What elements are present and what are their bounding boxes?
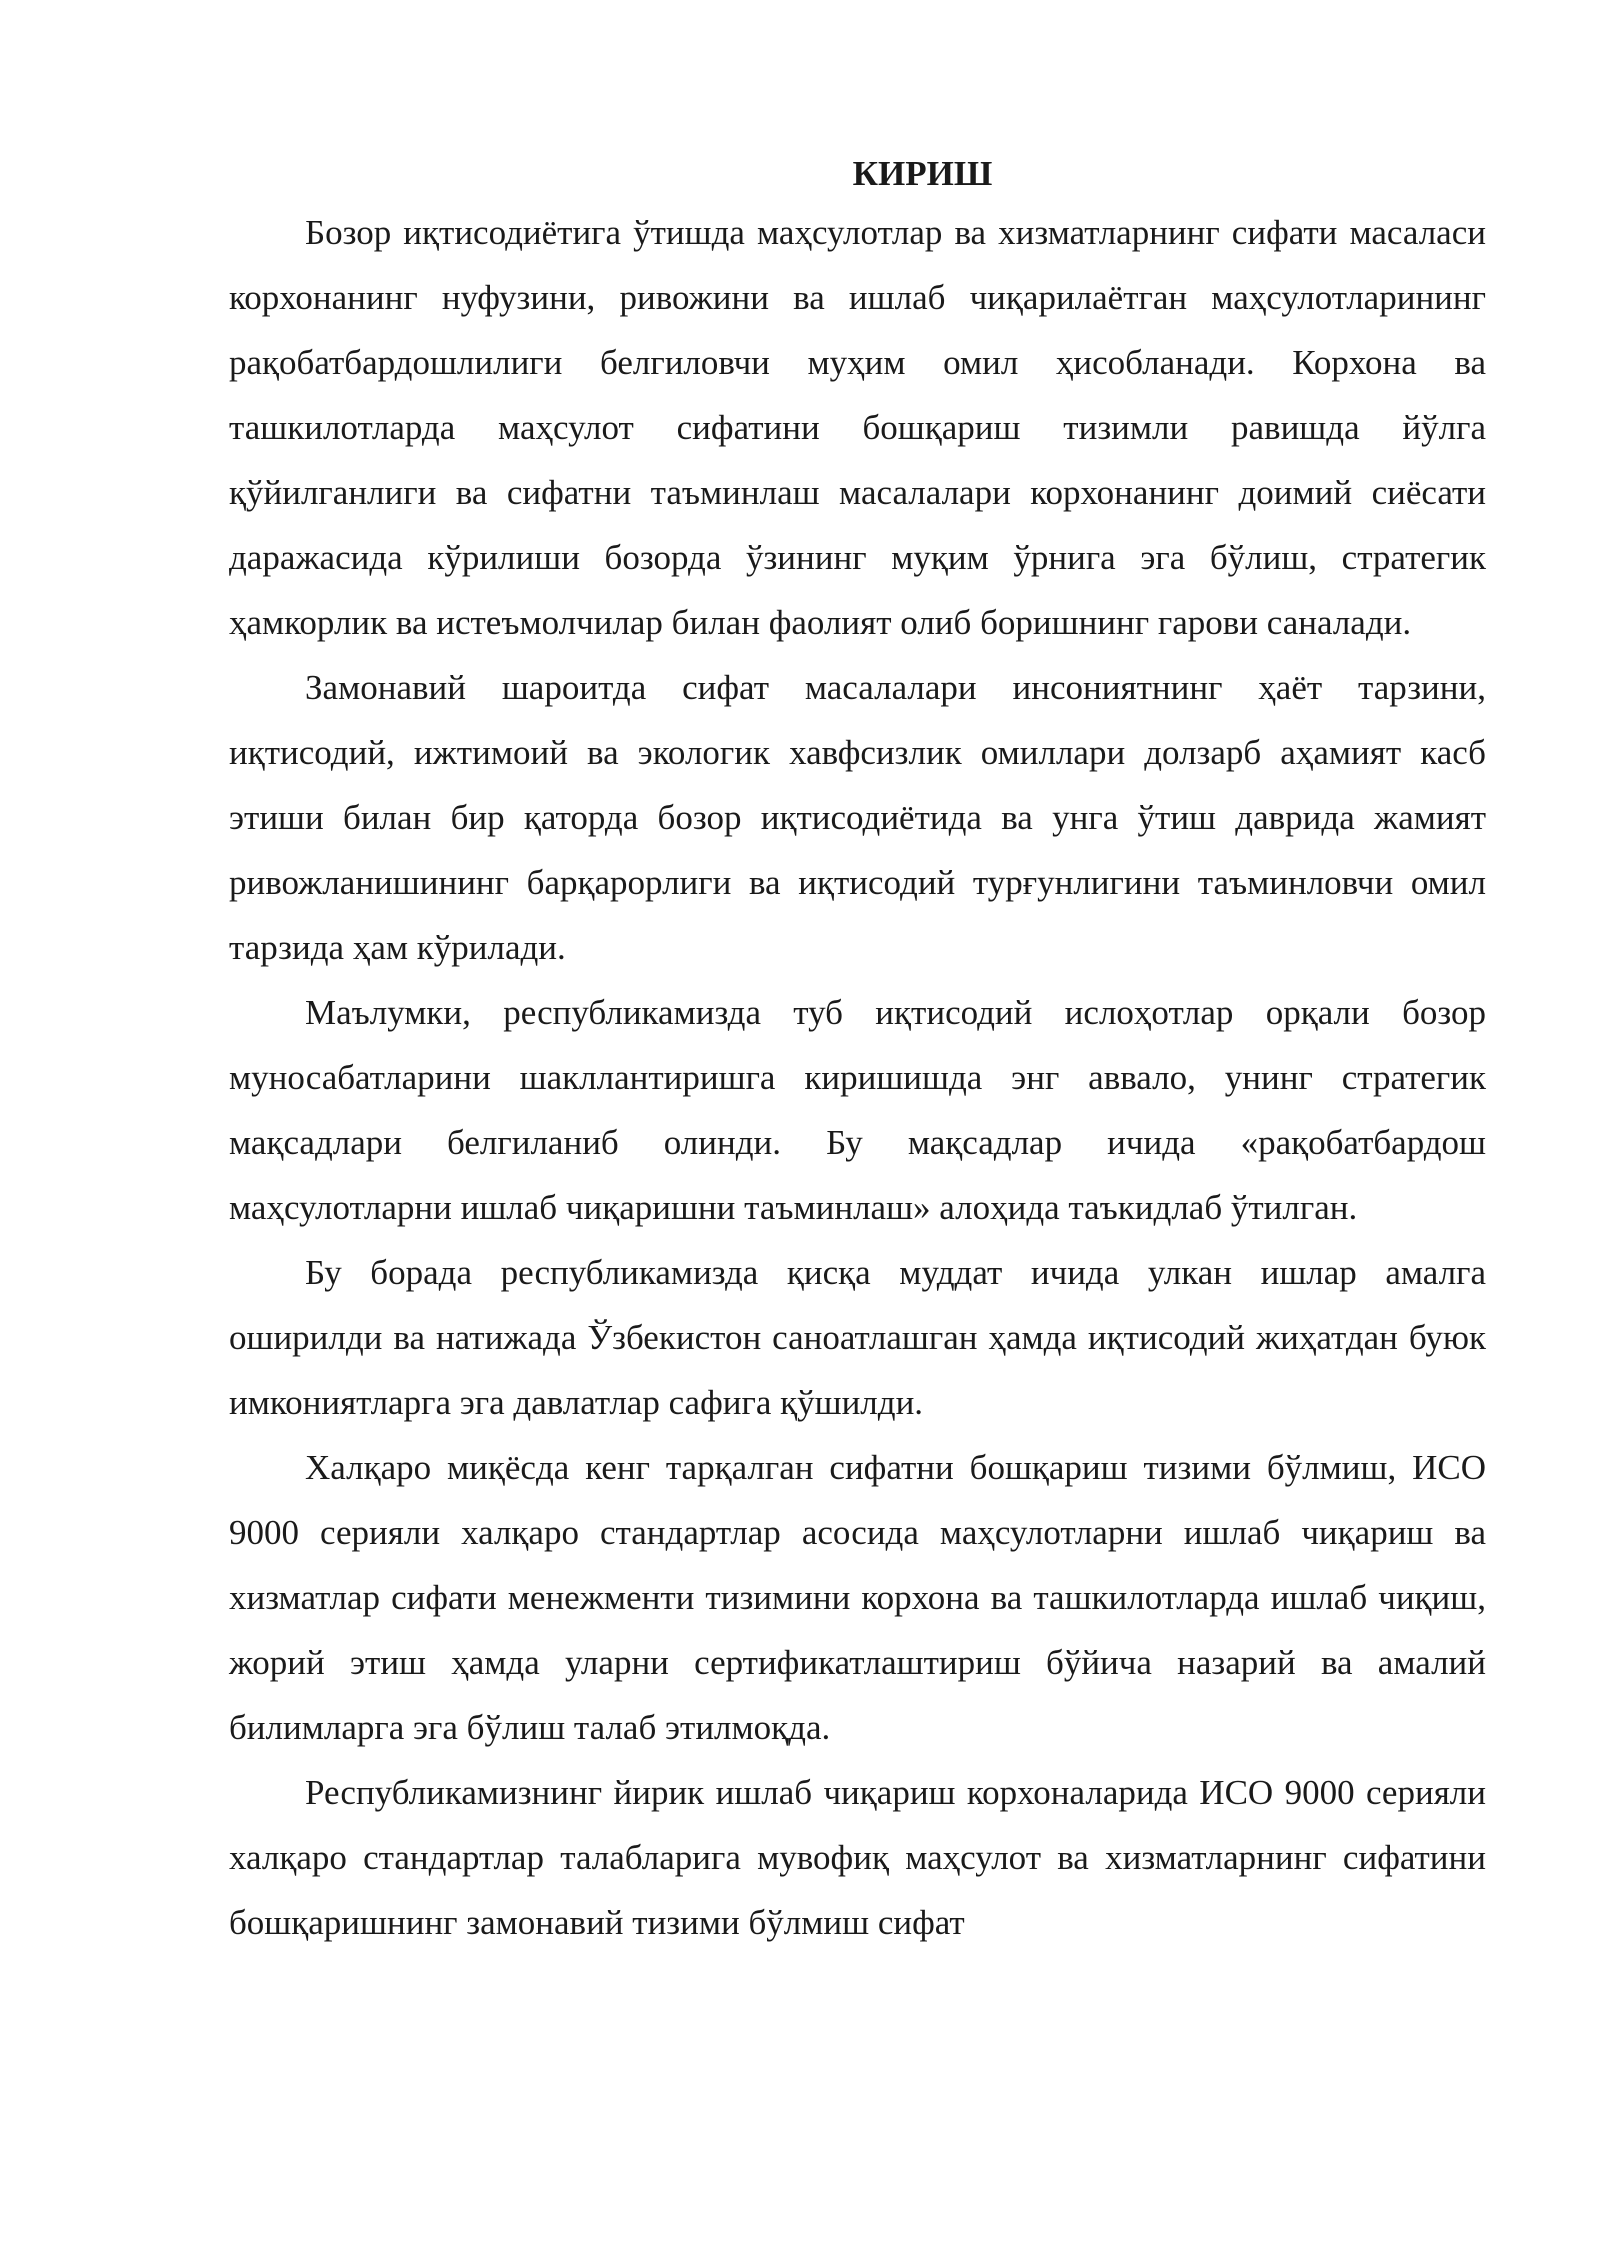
page-title: КИРИШ <box>852 154 993 193</box>
paragraph-2: Замонавий шароитда сифат масалалари инсониятнинг ҳаёт тарзини, иқтисодий, ижтимоий ва экологик хавфсизлик омиллари долзарб аҳамият касб этиши билан бир қаторда бозор иқтисодиётида ва унга ўтиш даврида жамият ривожланишининг барқарорлиги ва иқтисодий турғунлигини таъминловчи омил тарзида ҳам кўрилади. <box>229 668 1486 967</box>
paragraph-4: Бу борада республикамизда қисқа муддат ичида улкан ишлар амалга оширилди ва натижада Ўзбекистон саноатлашган ҳамда иқтисодий жиҳатдан буюк имкониятларга эга давлатлар сафига қўшилди. <box>229 1253 1486 1422</box>
paragraph-1: Бозор иқтисодиётига ўтишда маҳсулотлар ва хизматларнинг сифати масаласи корхонанинг нуфузини, ривожини ва ишлаб чиқарилаётган маҳсулотларининг рақобатбардошлилиги белгиловчи муҳим омил ҳисобланади. Корхона ва ташкилотларда маҳсулот сифатини бошқариш тизимли равишда йўлга қўйилганлиги ва сифатни таъминлаш масалалари корхонанинг доимий сиёсати даражасида кўрилиши бозорда ўзининг муқим ўрнига эга бўлиш, стратегик ҳамкорлик ва истеъмолчилар билан фаолият олиб боришнинг гарови саналади. <box>229 213 1486 642</box>
paragraph-3: Маълумки, республикамизда туб иқтисодий ислоҳотлар орқали бозор муносабатларини шакллантиришга киришишда энг аввало, унинг стратегик мақсадлари белгиланиб олинди. Бу мақсадлар ичида «рақобатбардош маҳсулотларни ишлаб чиқаришни таъминлаш» алоҳида таъкидлаб ўтилган. <box>229 993 1486 1227</box>
paragraph-5: Халқаро миқёсда кенг тарқалган сифатни бошқариш тизими бўлмиш, ИСО 9000 серияли халқаро стандартлар асосида маҳсулотларни ишлаб чиқариш ва хизматлар сифати менежменти тизимини корхона ва ташкилотларда ишлаб чиқиш, жорий этиш ҳамда уларни сертификатлаштириш бўйича назарий ва амалий билимларга эга бўлиш талаб этилмоқда. <box>229 1448 1486 1747</box>
paragraph-6: Республикамизнинг йирик ишлаб чиқариш корхоналарида ИСО 9000 серияли халқаро стандартлар талабларига мувофиқ маҳсулот ва хизматларнинг сифатини бошқаришнинг замонавий тизими бўлмиш сифат <box>229 1773 1486 1942</box>
page-body <box>229 148 1486 1955</box>
